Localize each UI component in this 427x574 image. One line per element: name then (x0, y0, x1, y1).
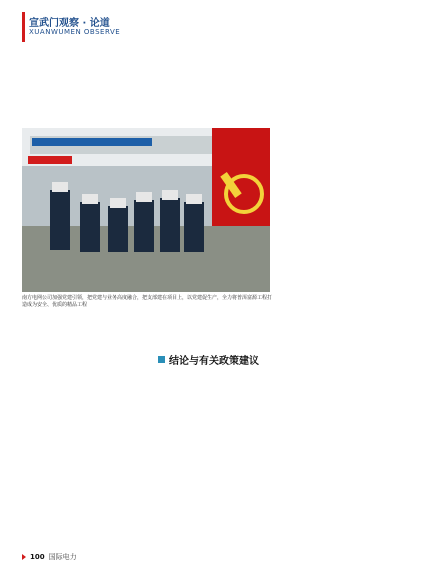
section-heading (158, 352, 298, 367)
photo-caption: 南方电网公司加强党建引领，把党建与业务高度融合，把支部建在项目上，以党建促生产，全力将普洱富源工程打造成为安全、优质的精品工程 (22, 295, 273, 308)
page-footer (22, 552, 77, 562)
magazine-header (22, 12, 352, 48)
party-flag-photo (22, 128, 270, 292)
heading-square-marker (158, 356, 165, 363)
section-label: 宣武门观察 · 论道 (29, 18, 110, 29)
publication-name: 国际电力 (48, 553, 77, 561)
header-accent-bar (22, 12, 25, 42)
section-sub-label: XUANWUMEN OBSERVE (29, 28, 121, 36)
page-number: 100 (30, 553, 45, 561)
footer-arrow-icon (22, 554, 26, 560)
heading-text: 结论与有关政策建议 (169, 356, 259, 367)
